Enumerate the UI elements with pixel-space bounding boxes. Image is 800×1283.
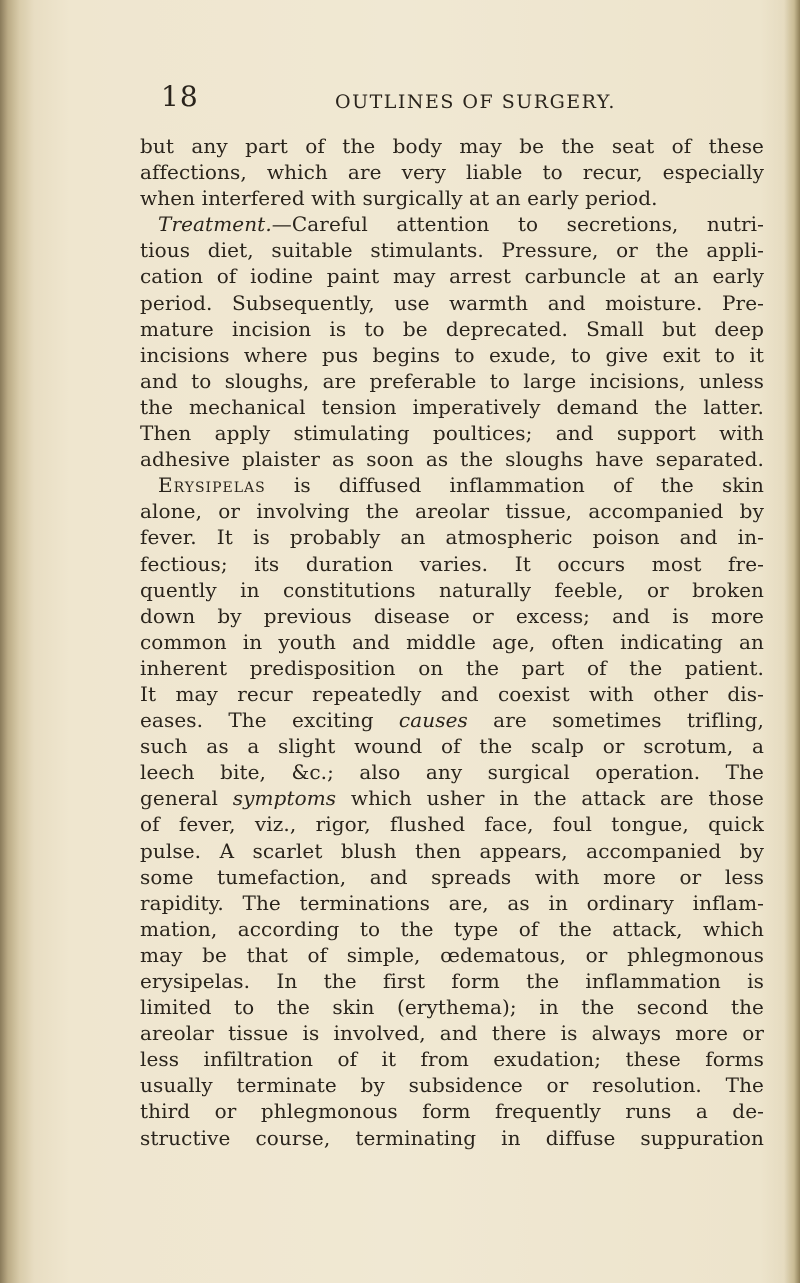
- text-line: inherent predisposition on the part of the patient.: [140, 655, 764, 680]
- text-line: Then apply stimulating poultices; and support with: [140, 421, 764, 446]
- erysipelas-paragraph-start: Erysipelas is diffused inflammation of the skin: [158, 473, 764, 498]
- text-line: incisions where pus begins to exude, to give exit to it: [140, 342, 764, 367]
- text-line: period. Subsequently, use warmth and moisture. Pre-: [140, 290, 764, 315]
- text-line: limited to the skin (erythema); in the second the: [140, 995, 764, 1020]
- text-line: may be that of simple, œdematous, or phlegmonous: [140, 942, 764, 967]
- text-line: some tumefaction, and spreads with more or less: [140, 864, 764, 889]
- text-line: fever. It is probably an atmospheric poison and in-: [140, 525, 764, 550]
- text-line: eases. The exciting causes are sometimes trifling,: [140, 708, 764, 733]
- text-line: pulse. A scarlet blush then appears, accompanied by: [140, 838, 764, 863]
- text-line: of fever, viz., rigor, flushed face, foul tongue, quick: [140, 812, 764, 837]
- text-line: such as a slight wound of the scalp or scrotum, a: [140, 734, 764, 759]
- text-line: fectious; its duration varies. It occurs most fre-: [140, 551, 764, 576]
- text-line: but any part of the body may be the seat of these: [140, 134, 764, 158]
- text-line: down by previous disease or excess; and is more: [140, 603, 764, 628]
- page-number: 18: [161, 80, 199, 113]
- text-line: areolar tissue is involved, and there is always more or: [140, 1021, 764, 1046]
- text-line: less infiltration of it from exudation; these forms: [140, 1047, 764, 1072]
- text-line: and to sloughs, are preferable to large incisions, unless: [140, 368, 764, 393]
- text-line: quently in constitutions naturally feeble, or broken: [140, 577, 764, 602]
- text-line: usually terminate by subsidence or resolution. The: [140, 1073, 764, 1098]
- running-head: OUTLINES OF SURGERY.: [335, 91, 616, 113]
- text-line: erysipelas. In the first form the inflammation is: [140, 969, 764, 993]
- text-line: mature incision is to be deprecated. Small but deep: [140, 316, 764, 341]
- text-line: third or phlegmonous form frequently runs a de-: [140, 1099, 764, 1124]
- text-line: the mechanical tension imperatively demand the latter.: [140, 394, 764, 419]
- text-line: structive course, terminating in diffuse suppuration: [140, 1125, 764, 1150]
- text-line: rapidity. The terminations are, as in ordinary inflam-: [140, 890, 764, 915]
- page-edge-shadow: [784, 0, 800, 1283]
- body-text: [140, 133, 764, 1151]
- text-line: affections, which are very liable to recur, especially: [140, 160, 764, 185]
- text-line: cation of iodine paint may arrest carbuncle at an early: [140, 264, 764, 289]
- text-line: mation, according to the type of the attack, which: [140, 916, 764, 941]
- text-line: general symptoms which usher in the attack are those: [140, 786, 764, 811]
- text-line: adhesive plaister as soon as the sloughs have separated.: [140, 447, 764, 472]
- text-line: alone, or involving the areolar tissue, accompanied by: [140, 499, 764, 524]
- page-binding-shadow: [0, 0, 34, 1283]
- text-line: It may recur repeatedly and coexist with other dis-: [140, 681, 764, 706]
- text-line: common in youth and middle age, often indicating an: [140, 629, 764, 654]
- treatment-paragraph-start: Treatment.—Careful attention to secretions, nutri-: [158, 212, 764, 237]
- text-line: when interfered with surgically at an early period.: [140, 186, 658, 211]
- text-line: tious diet, suitable stimulants. Pressure, or the appli-: [140, 238, 764, 263]
- text-line: leech bite, &c.; also any surgical operation. The: [140, 760, 764, 785]
